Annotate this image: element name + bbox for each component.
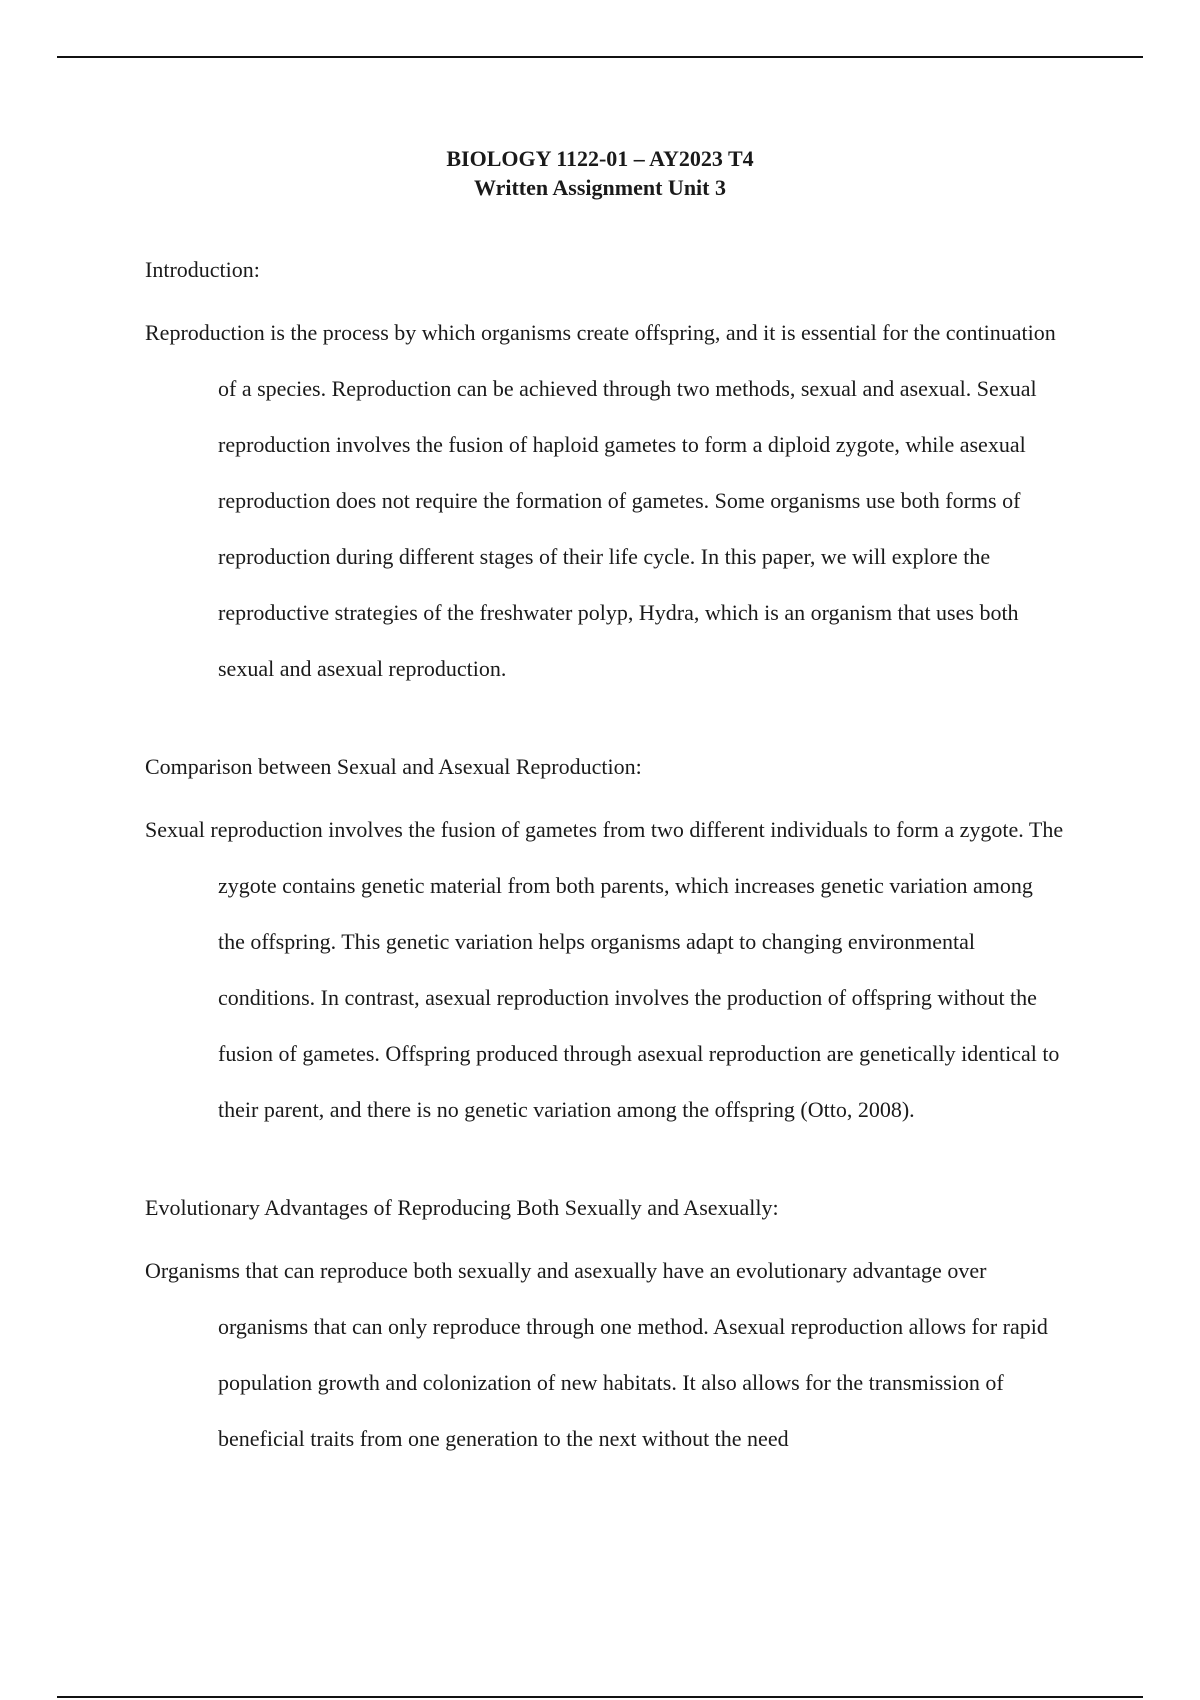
top-rule: [57, 56, 1143, 58]
section-heading: Evolutionary Advantages of Reproducing Both Sexually and Asexually:: [145, 1195, 779, 1220]
assignment-title: Written Assignment Unit 3: [474, 175, 726, 200]
section-heading: Introduction:: [145, 257, 260, 282]
section-heading: Comparison between Sexual and Asexual Reproduction:: [145, 754, 642, 779]
section-paragraph: Organisms that can reproduce both sexually and asexually have an evolutionary advantage over organisms that can only reproduce through one method. Asexual reproduction allows for rapid population growth and colonization of new habitats. It also allows for the transmission of beneficial traits from one generation to the next without the need: [145, 1258, 1048, 1451]
section-paragraph: Sexual reproduction involves the fusion of gametes from two different individuals to form a zygote. The zygote contains genetic material from both parents, which increases genetic variation among the offspring. This genetic variation helps organisms adapt to changing environmental conditions. In contrast, asexual reproduction involves the production of offspring without the fusion of gametes. Offspring produced through asexual reproduction are genetically identical to their parent, and there is no genetic variation among the offspring (Otto, 2008).: [145, 817, 1064, 1122]
document-title: [0, 144, 1200, 202]
section-introduction: [145, 255, 1065, 697]
document-body: [145, 255, 1065, 1467]
section-comparison: [145, 752, 1065, 1138]
section-evolutionary-advantages: [145, 1193, 1065, 1467]
course-title: BIOLOGY 1122-01 – AY2023 T4: [446, 146, 754, 171]
section-spacer: [145, 1138, 1065, 1193]
section-spacer: [145, 697, 1065, 752]
section-paragraph: Reproduction is the process by which organisms create offspring, and it is essential for the continuation of a species. Reproduction can be achieved through two methods, sexual and asexual. Sexual reproduction involves the fusion of haploid gametes to form a diploid zygote, while asexual reproduction does not require the formation of gametes. Some organisms use both forms of reproduction during different stages of their life cycle. In this paper, we will explore the reproductive strategies of the freshwater polyp, Hydra, which is an organism that uses both sexual and asexual reproduction.: [145, 320, 1056, 681]
bottom-rule: [57, 1696, 1143, 1698]
